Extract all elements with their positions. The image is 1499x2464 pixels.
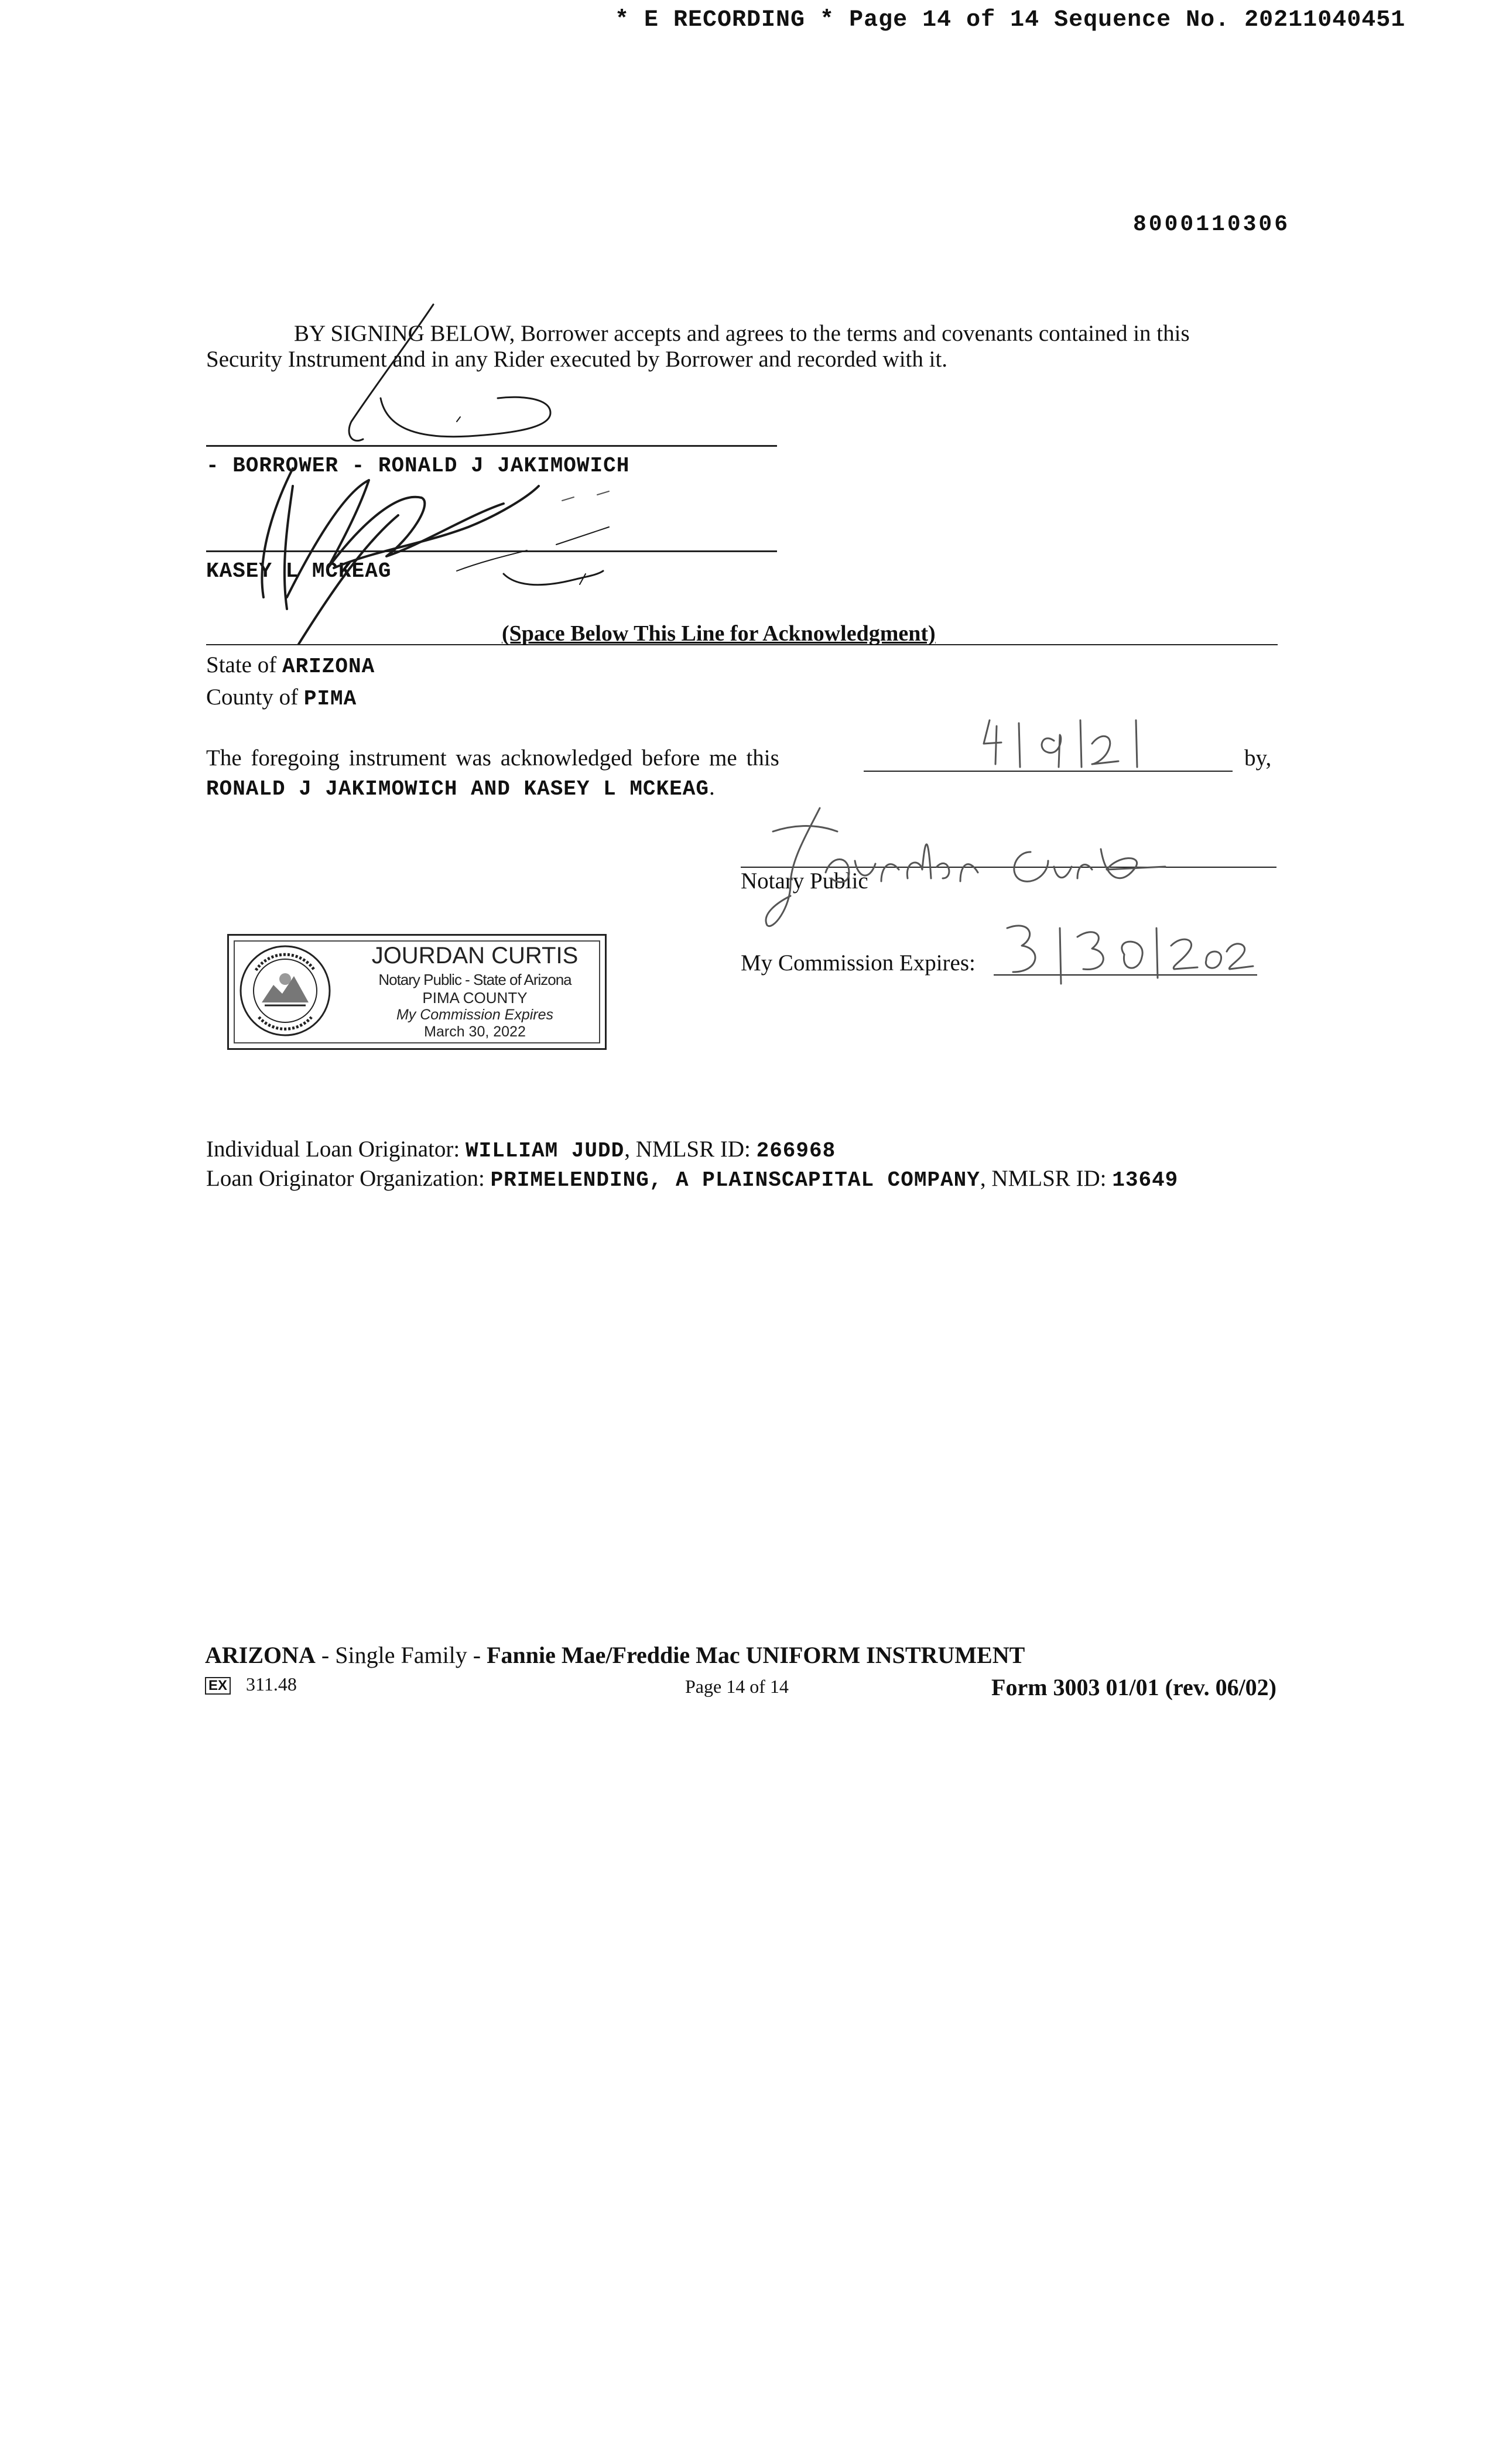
arizona-seal-icon [238, 944, 332, 1038]
stamp-name: JOURDAN CURTIS [371, 943, 579, 969]
signing-paragraph-line2: Security Instrument and in any Rider executed by Borrower and recorded with it. [206, 347, 948, 372]
originator-org-name: PRIMELENDING, A PLAINSCAPITAL COMPANY [490, 1168, 980, 1192]
footer-row [205, 1674, 1276, 1703]
commission-date-handwritten [995, 913, 1265, 990]
by-label: by, [1244, 745, 1272, 771]
stamp-line1: Notary Public - State of Arizona [378, 971, 571, 988]
borrower-label-2: KASEY L MCKEAG [206, 559, 392, 583]
originator-org-line [206, 1165, 1178, 1192]
stamp-line3: My Commission Expires [396, 1007, 554, 1023]
state-value: ARIZONA [282, 655, 375, 679]
acknowledgment-heading: (Space Below This Line for Acknowledgment) [502, 621, 936, 646]
footer-form-number: 311.48 [246, 1674, 297, 1695]
footer-page-number: Page 14 of 14 [685, 1676, 789, 1697]
ex-badge: EX [205, 1677, 231, 1695]
acknowledged-names [206, 774, 715, 801]
individual-originator-name: WILLIAM JUDD [465, 1139, 625, 1163]
originator-org-label: Loan Originator Organization: [206, 1166, 485, 1191]
notary-public-label: Notary Public [741, 868, 868, 894]
county-label: County of [206, 685, 299, 710]
signing-paragraph-line1: BY SIGNING BELOW, Borrower accepts and agrees to the terms and covenants contained in this [294, 321, 1190, 346]
commission-label: My Commission Expires: [741, 950, 976, 976]
county-line [206, 684, 357, 711]
stamp-line2: PIMA COUNTY [422, 989, 528, 1007]
county-value: PIMA [303, 687, 357, 711]
acknowledgment-sentence: The foregoing instrument was acknowledged before me this [206, 745, 779, 771]
borrower-signatures [246, 293, 773, 656]
footer-mid: - Single Family - [315, 1642, 487, 1668]
individual-originator-label: Individual Loan Originator: [206, 1137, 460, 1162]
stamp-line4: March 30, 2022 [424, 1024, 526, 1040]
acknowledged-names-value: RONALD J JAKIMOWICH AND KASEY L MCKEAG [206, 777, 709, 801]
state-line [206, 652, 375, 679]
acknowledgment-date-handwritten [966, 709, 1159, 773]
org-nmlsr-id: 13649 [1112, 1168, 1179, 1192]
individual-nmlsr-id: 266968 [756, 1139, 836, 1163]
borrower-label-1: - BORROWER - RONALD J JAKIMOWICH [206, 454, 630, 478]
individual-originator-line [206, 1136, 836, 1163]
org-nmlsr-label: , NMLSR ID: [980, 1166, 1107, 1191]
notary-stamp [227, 934, 607, 1050]
footer-state: ARIZONA [205, 1642, 316, 1668]
footer-title [205, 1641, 1025, 1669]
footer-form-reference: Form 3003 01/01 (rev. 06/02) [991, 1674, 1276, 1700]
state-label: State of [206, 652, 277, 677]
footer-instrument: Fannie Mae/Freddie Mac UNIFORM INSTRUMENT [487, 1642, 1025, 1668]
individual-nmlsr-label: , NMLSR ID: [624, 1137, 751, 1162]
acknowledged-names-end: . [709, 775, 715, 800]
recording-header: * E RECORDING * Page 14 of 14 Sequence No. 20211040451 [615, 7, 1406, 33]
loan-number: 8000110306 [1133, 212, 1291, 237]
